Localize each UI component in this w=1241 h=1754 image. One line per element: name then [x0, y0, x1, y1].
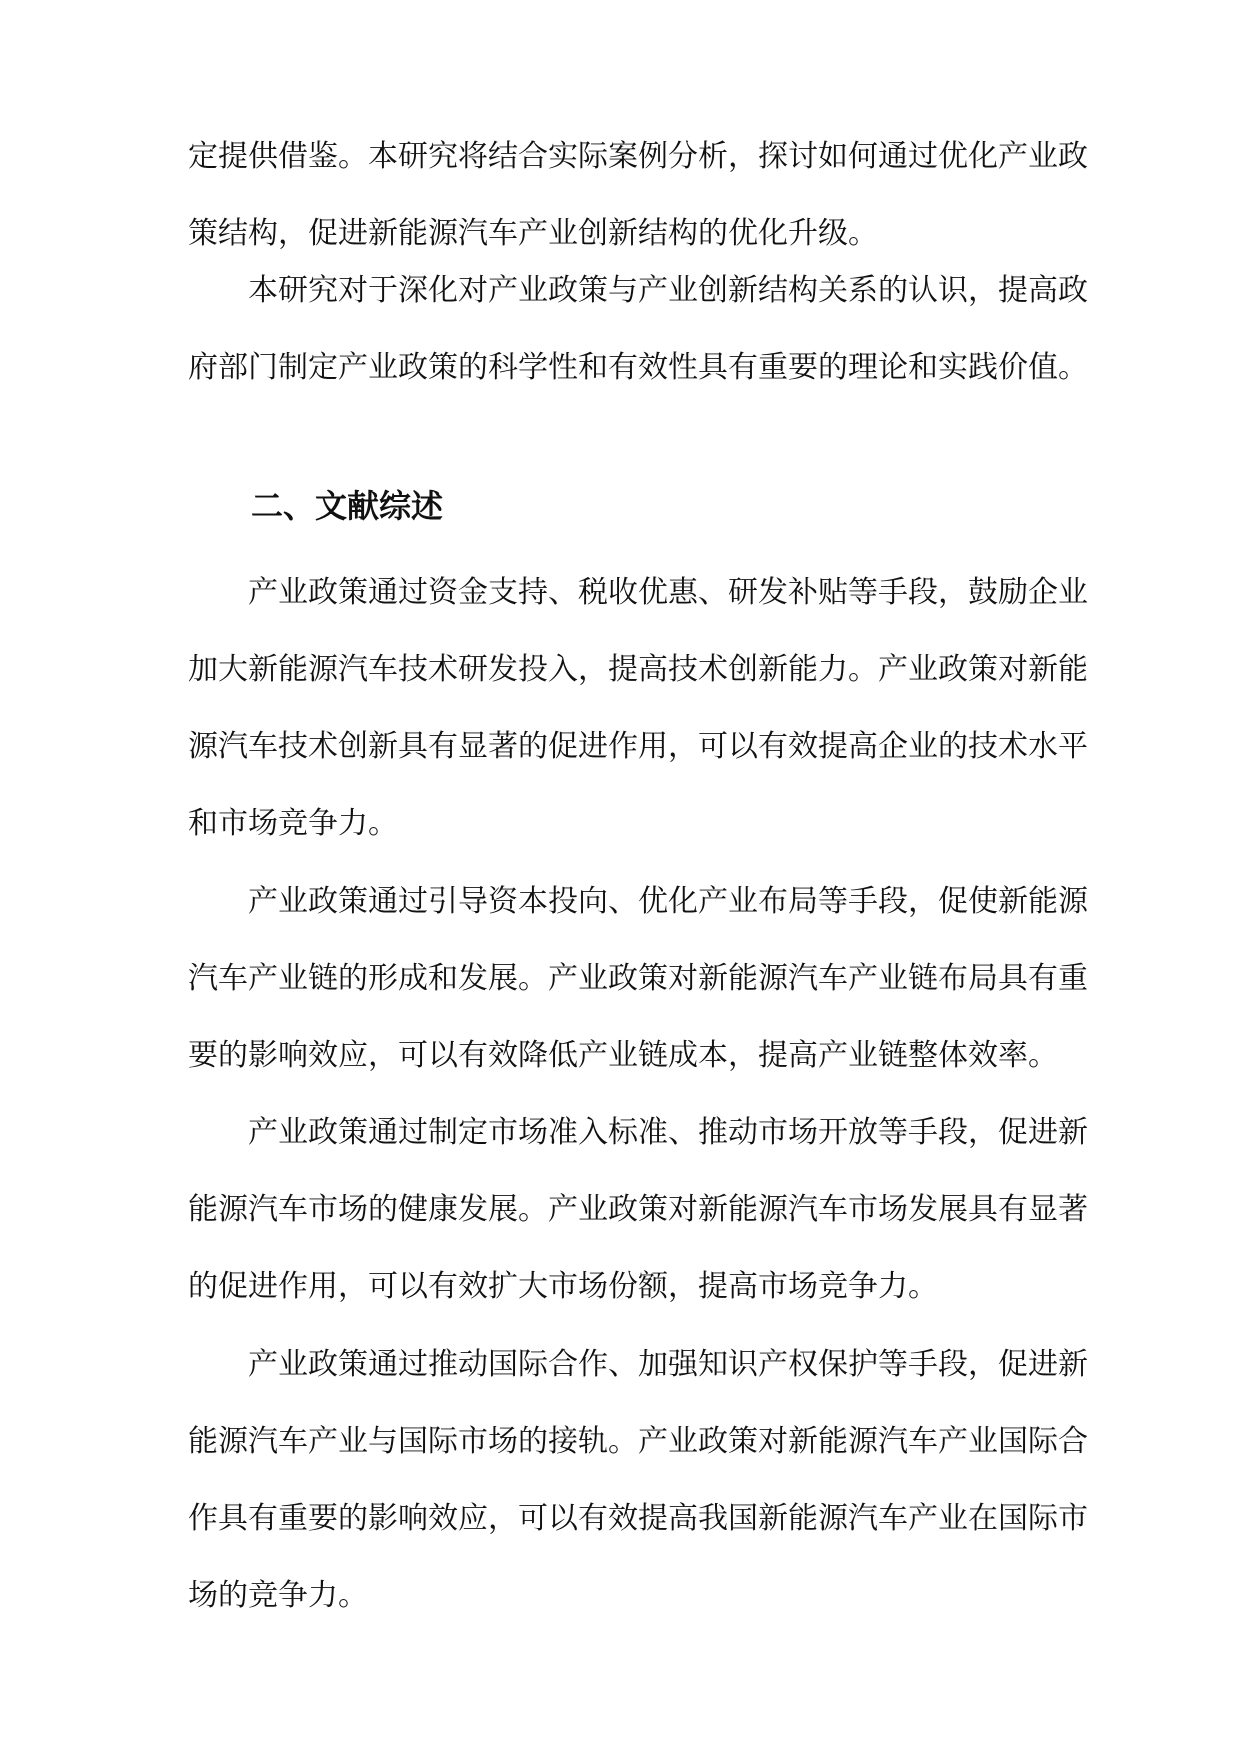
- text-line: 源汽车技术创新具有显著的促进作用，可以有效提高企业的技术水平: [188, 729, 1088, 764]
- intro-paragraph-2: [188, 270, 1088, 389]
- text-line: 能源汽车产业与国际市场的接轨。产业政策对新能源汽车产业国际合: [188, 1424, 1088, 1459]
- text-line: 产业政策通过资金支持、税收优惠、研发补贴等手段，鼓励企业: [248, 575, 1088, 610]
- text-line: 产业政策通过制定市场准入标准、推动市场开放等手段，促进新: [248, 1115, 1088, 1150]
- text-line: 策结构，促进新能源汽车产业创新结构的优化升级。: [188, 216, 878, 251]
- text-line: 产业政策通过推动国际合作、加强知识产权保护等手段，促进新: [248, 1347, 1088, 1382]
- section-heading: 二、文献综述: [251, 487, 444, 525]
- review-paragraph-4: [188, 1344, 1088, 1617]
- text-line: 定提供借鉴。本研究将结合实际案例分析，探讨如何通过优化产业政: [188, 139, 1088, 174]
- text-line: 要的影响效应，可以有效降低产业链成本，提高产业链整体效率。: [188, 1038, 1058, 1073]
- text-line: 的促进作用，可以有效扩大市场份额，提高市场竞争力。: [188, 1269, 938, 1304]
- text-line: 府部门制定产业政策的科学性和有效性具有重要的理论和实践价值。: [188, 350, 1088, 385]
- text-line: 汽车产业链的形成和发展。产业政策对新能源汽车产业链布局具有重: [188, 961, 1088, 996]
- text-line: 和市场竞争力。: [188, 806, 398, 841]
- review-paragraph-2: [188, 881, 1088, 1077]
- review-paragraph-1: [188, 572, 1088, 845]
- text-line: 本研究对于深化对产业政策与产业创新结构关系的认识，提高政: [248, 273, 1088, 308]
- review-paragraph-3: [188, 1112, 1088, 1308]
- text-line: 场的竞争力。: [188, 1578, 368, 1613]
- text-line: 加大新能源汽车技术研发投入，提高技术创新能力。产业政策对新能: [188, 652, 1088, 687]
- intro-paragraph-1: [188, 136, 1088, 255]
- text-line: 能源汽车市场的健康发展。产业政策对新能源汽车市场发展具有显著: [188, 1192, 1088, 1227]
- text-line: 产业政策通过引导资本投向、优化产业布局等手段，促使新能源: [248, 884, 1088, 919]
- text-line: 作具有重要的影响效应，可以有效提高我国新能源汽车产业在国际市: [188, 1501, 1088, 1536]
